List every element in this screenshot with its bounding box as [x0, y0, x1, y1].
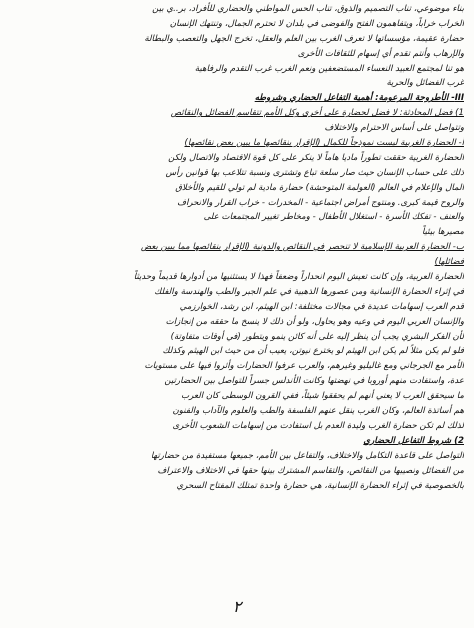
section-heading: III- الأطروحة المرعومة: أهمية التفاعل الحضاري وشروطه — [254, 93, 464, 104]
text-line: لذلك لم تكن حضارة الغرب وليدة العدم بل استفادت من إسهامات الشعوب الأخرى — [172, 420, 464, 431]
text-line: الخراب خراباً، ويتفاهمون الفتح والفوضى في بلدان لا تحترم الجمال، وتنتهك الإنسان — [169, 18, 464, 29]
text-line: والروح قيمة كبرى. ومنتوج أمراض اجتماعية - المخدرات - خراب القرار والانحراف — [177, 197, 464, 208]
text-line: من الفضائل ونصيبها من النقائص، والتقاسم المشترك بينها حقها في الاختلاف والاعتراف — [157, 465, 464, 476]
text-line: والإرهاب وأنتم تقدم أي إسهام للثقافات الأخرى — [297, 48, 464, 59]
text-line: في إثراء الحضارة الإنسانية ومن عصورها الذهبية في علم الجبر والطب والهندسة والفلك — [154, 286, 464, 297]
text-line: مصيرها بيئياً — [421, 227, 464, 238]
text-line: لأن الفكر البشري يجب أن ينظر إليه على أنه كائن ينمو ويتطور (في أوقات متفاوتة) — [170, 331, 464, 342]
text-line: الحضارة الغربية حققت تطوراً ماديا هاماً لا ينكر على كل قوة الاقتصاد والاتصال ولكن — [168, 152, 464, 163]
section-heading: 2) شروط التفاعل الحضاري — [363, 435, 464, 446]
text-line: ب- الحضارة العربية الإسلامية لا تنحصر في النقائص والدونية (الإقرار بنقائصها مما يبين بعض — [140, 242, 464, 253]
text-lines — [12, 2, 464, 493]
text-line: الحضارة العربية، وإن كانت تعيش اليوم انحداراً وضعفاً فهذا لا يستثنيها من أدوارها قديماً وحديثاً — [133, 272, 464, 283]
text-line: عدة، واستفادت منهم أوروبا في نهضتها وكانت الأندلس جسراً للتواصل بين الحضارتين — [164, 376, 464, 387]
text-line: المال والإعلام في العالم (العولمة المتوحشة) حضارة مادية لم تولي للقيم والأخلاق — [175, 182, 464, 193]
text-line: والعنف - تفكك الأسرة - استغلال الأطفال - ومخاطر تغيير المجتمعات على — [203, 212, 464, 223]
page-number: ٢ — [232, 597, 242, 616]
text-line: والإنسان العربي اليوم في وعيه وهو يحاول، ولو أن ذلك لا ينسخ ما حققه من إنجازات — [165, 316, 464, 327]
text-line: فلو لم يكن مثلاً لم يكن ابن الهيثم لو يخترع نيوتن، يعيب أن من حيث ابن الهيثم وكذلك — [162, 346, 464, 357]
text-line: فضائلها) — [434, 257, 464, 268]
text-line: التواصل على قاعدة التكامل والاختلاف، والتفاعل بين الأمم، جميعها مستفيدة من حضارتها — [150, 450, 464, 461]
text-line: 1) فضل المحادثة: لا فضل لحضارة على أخرى وكل الأمم تتقاسم الفضائل والنقائص — [170, 108, 464, 119]
text-line: أ- الحضارة الغربية ليست نموذجاً للكمال (الإقرار بنقائصها ما يبين بعض نقائصها) — [184, 138, 464, 149]
text-line: ذلك على حساب الإنسان حيث صار سلعة تباع وتشترى ونسبة تتلاعب بها قوانين رأس — [165, 167, 464, 178]
text-line: بالخصوصية في إثراء الحضارة الإنسانية، هي حضارة واحدة تمتلك المفتاح السحري — [176, 480, 464, 491]
text-line: بناء موضوعي، تناب التصميم والذوق، تناب الحس المواطني والحضاري للأفراد، بر..ي بين — [152, 4, 464, 14]
text-line: ما سيحقق العرب لا يعني أنهم لم يحققوا شيئاً، ففي القرون الوسطى كان العرب — [181, 391, 464, 402]
text-line: قدم العرب إسهامات عديدة في مجالات مختلفة: ابن الهيثم، ابن رشد، الخوارزمي — [179, 301, 464, 312]
text-line: حضارة عقيمة، مؤسساتها لا تعرف الغرب بين العلم والعقل، تخرج الجهل والتعصب والبطالة — [144, 33, 464, 44]
text-line: الأمر مع الجرجاني ومع غاليليو وغيرهم، والعرب عرفوا الحضارات وأثروا فيها على مستويات — [144, 361, 464, 372]
text-line: هو تنا لمجتمع العبيد النعساء المستضعفين ونعم الغرب غرب التقدم والرفاهية — [194, 63, 464, 74]
text-line: غرب الفضائل والحرية — [386, 78, 464, 89]
text-line: هم أساتذة العالم، وكان الغرب ينقل عنهم الفلسفة والطب والعلوم والآداب والفنون — [172, 406, 464, 417]
text-line: وتتواصل على أساس الاحترام والاختلاف — [324, 123, 464, 134]
